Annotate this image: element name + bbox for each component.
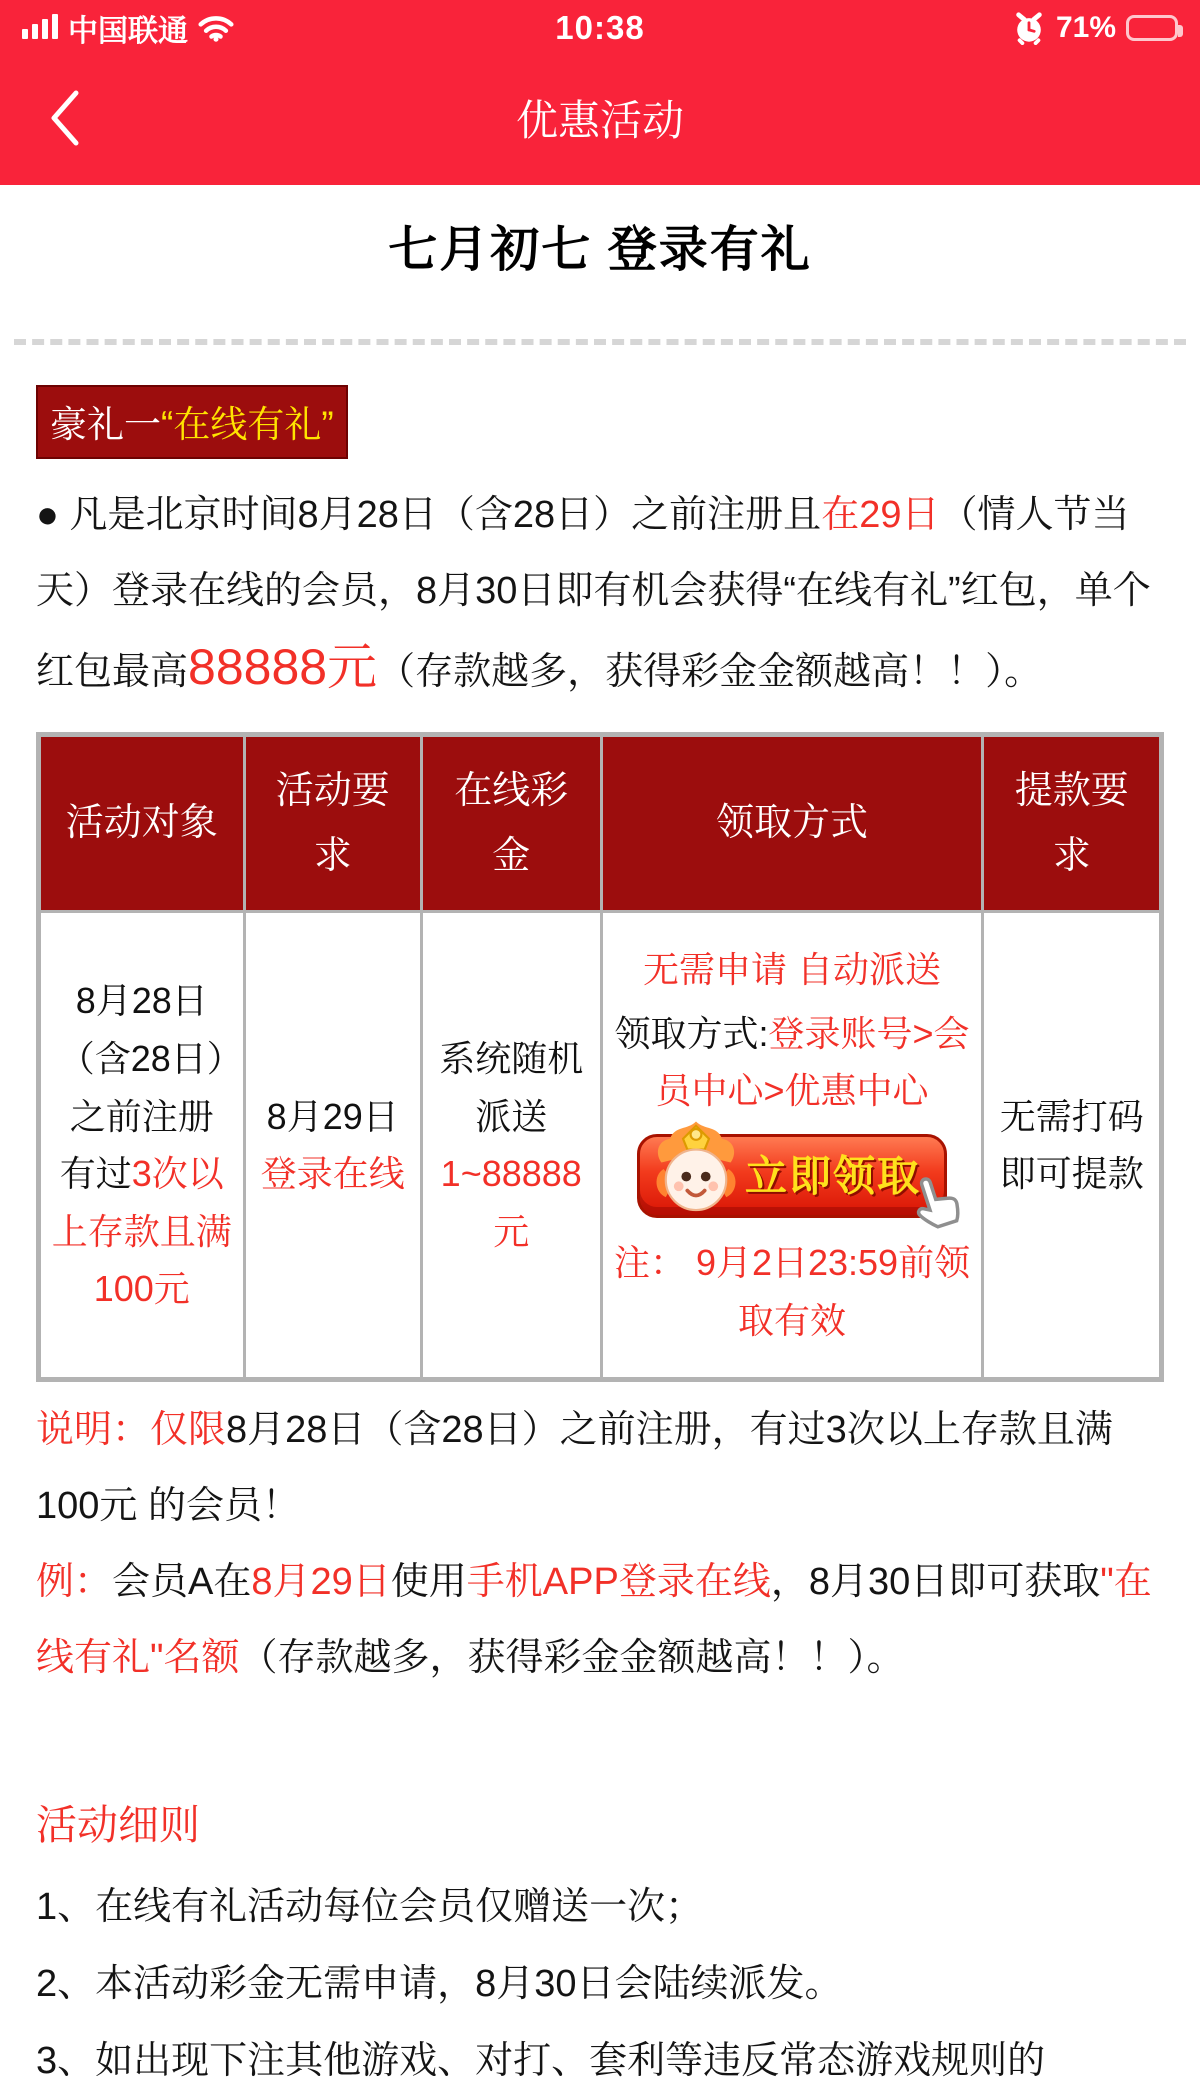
page-title: 七月初七 登录有礼 <box>388 223 812 277</box>
badge-text-primary: 豪礼一 <box>50 404 161 445</box>
column-header-bonus: 在线彩金 <box>421 735 601 912</box>
cell-requirement: 8月29日 登录在线 <box>244 912 421 1380</box>
rule-item: 3、如出现下注其他游戏、对打、套利等违反常态游戏规则的 <box>36 2040 1046 2083</box>
promo-table <box>36 732 1164 1382</box>
cell-bonus: 系统随机派送 1~88888元 <box>421 912 601 1380</box>
claim-line-2: 领取方式:登录账号>会员中心>优惠中心 <box>614 1012 970 1112</box>
column-header-claim: 领取方式 <box>601 735 983 912</box>
battery-icon <box>1126 15 1178 41</box>
status-bar <box>0 0 1200 50</box>
claim-line-1: 无需申请 自动派送 <box>643 949 942 991</box>
rule-item: 1、在线有礼活动每位会员仅赠送一次； <box>36 1886 704 1929</box>
column-header-requirement: 活动要求 <box>244 735 421 912</box>
promo-intro: ● 凡是北京时间8月28日（含28日）之前注册且在29日（情人节当天）登录在线的会员，8月30日即有机会获得“在线有礼”红包，单个红包最高88888元（存款越多，获得彩金金额越高！！）。 <box>36 494 1151 695</box>
claim-button[interactable] <box>637 1134 947 1218</box>
column-header-withdraw: 提款要求 <box>983 735 1162 912</box>
claim-button-label: 立即领取 <box>745 1152 922 1200</box>
note-example: 例：会员A在8月29日使用手机APP登录在线，8月30日即可获取"在线有礼"名额（存款越多，获得彩金金额越高！！）。 <box>36 1561 1152 1680</box>
badge-text-highlight: “在线有礼” <box>161 404 334 445</box>
section-divider <box>14 339 1186 345</box>
cell-claim <box>601 912 983 1380</box>
alarm-icon <box>1012 11 1046 45</box>
battery-percent-label: 71% <box>1055 11 1116 44</box>
chevron-left-icon <box>42 85 88 151</box>
rules-title: 活动细则 <box>36 1802 200 1849</box>
note-shuoming: 说明：仅限8月28日（含28日）之前注册，有过3次以上存款且满100元 的会员！ <box>36 1409 1113 1528</box>
table-header-row <box>39 735 1162 912</box>
rule-item: 2、本活动彩金无需申请，8月30日会陆续派发。 <box>36 1963 843 2006</box>
table-row <box>39 912 1162 1380</box>
rules-list <box>36 1869 1164 2100</box>
dragon-mascot-icon <box>642 1115 750 1223</box>
promo-badge <box>36 385 348 459</box>
back-button[interactable] <box>42 85 88 151</box>
nav-title: 优惠活动 <box>515 96 684 144</box>
cell-withdraw: 无需打码即可提款 <box>983 912 1162 1380</box>
carrier-label: 中国联通 <box>68 15 188 48</box>
app-header <box>0 0 1200 185</box>
nav-bar <box>0 50 1200 185</box>
page-content <box>0 211 1200 2100</box>
cell-target: 8月28日（含28日）之前注册 有过3次以上存款且满100元 <box>39 912 245 1380</box>
claim-note: 注： 9月2日23:59前领取有效 <box>613 1241 971 1341</box>
column-header-target: 活动对象 <box>39 735 245 912</box>
clock-time: 10:38 <box>555 9 645 46</box>
